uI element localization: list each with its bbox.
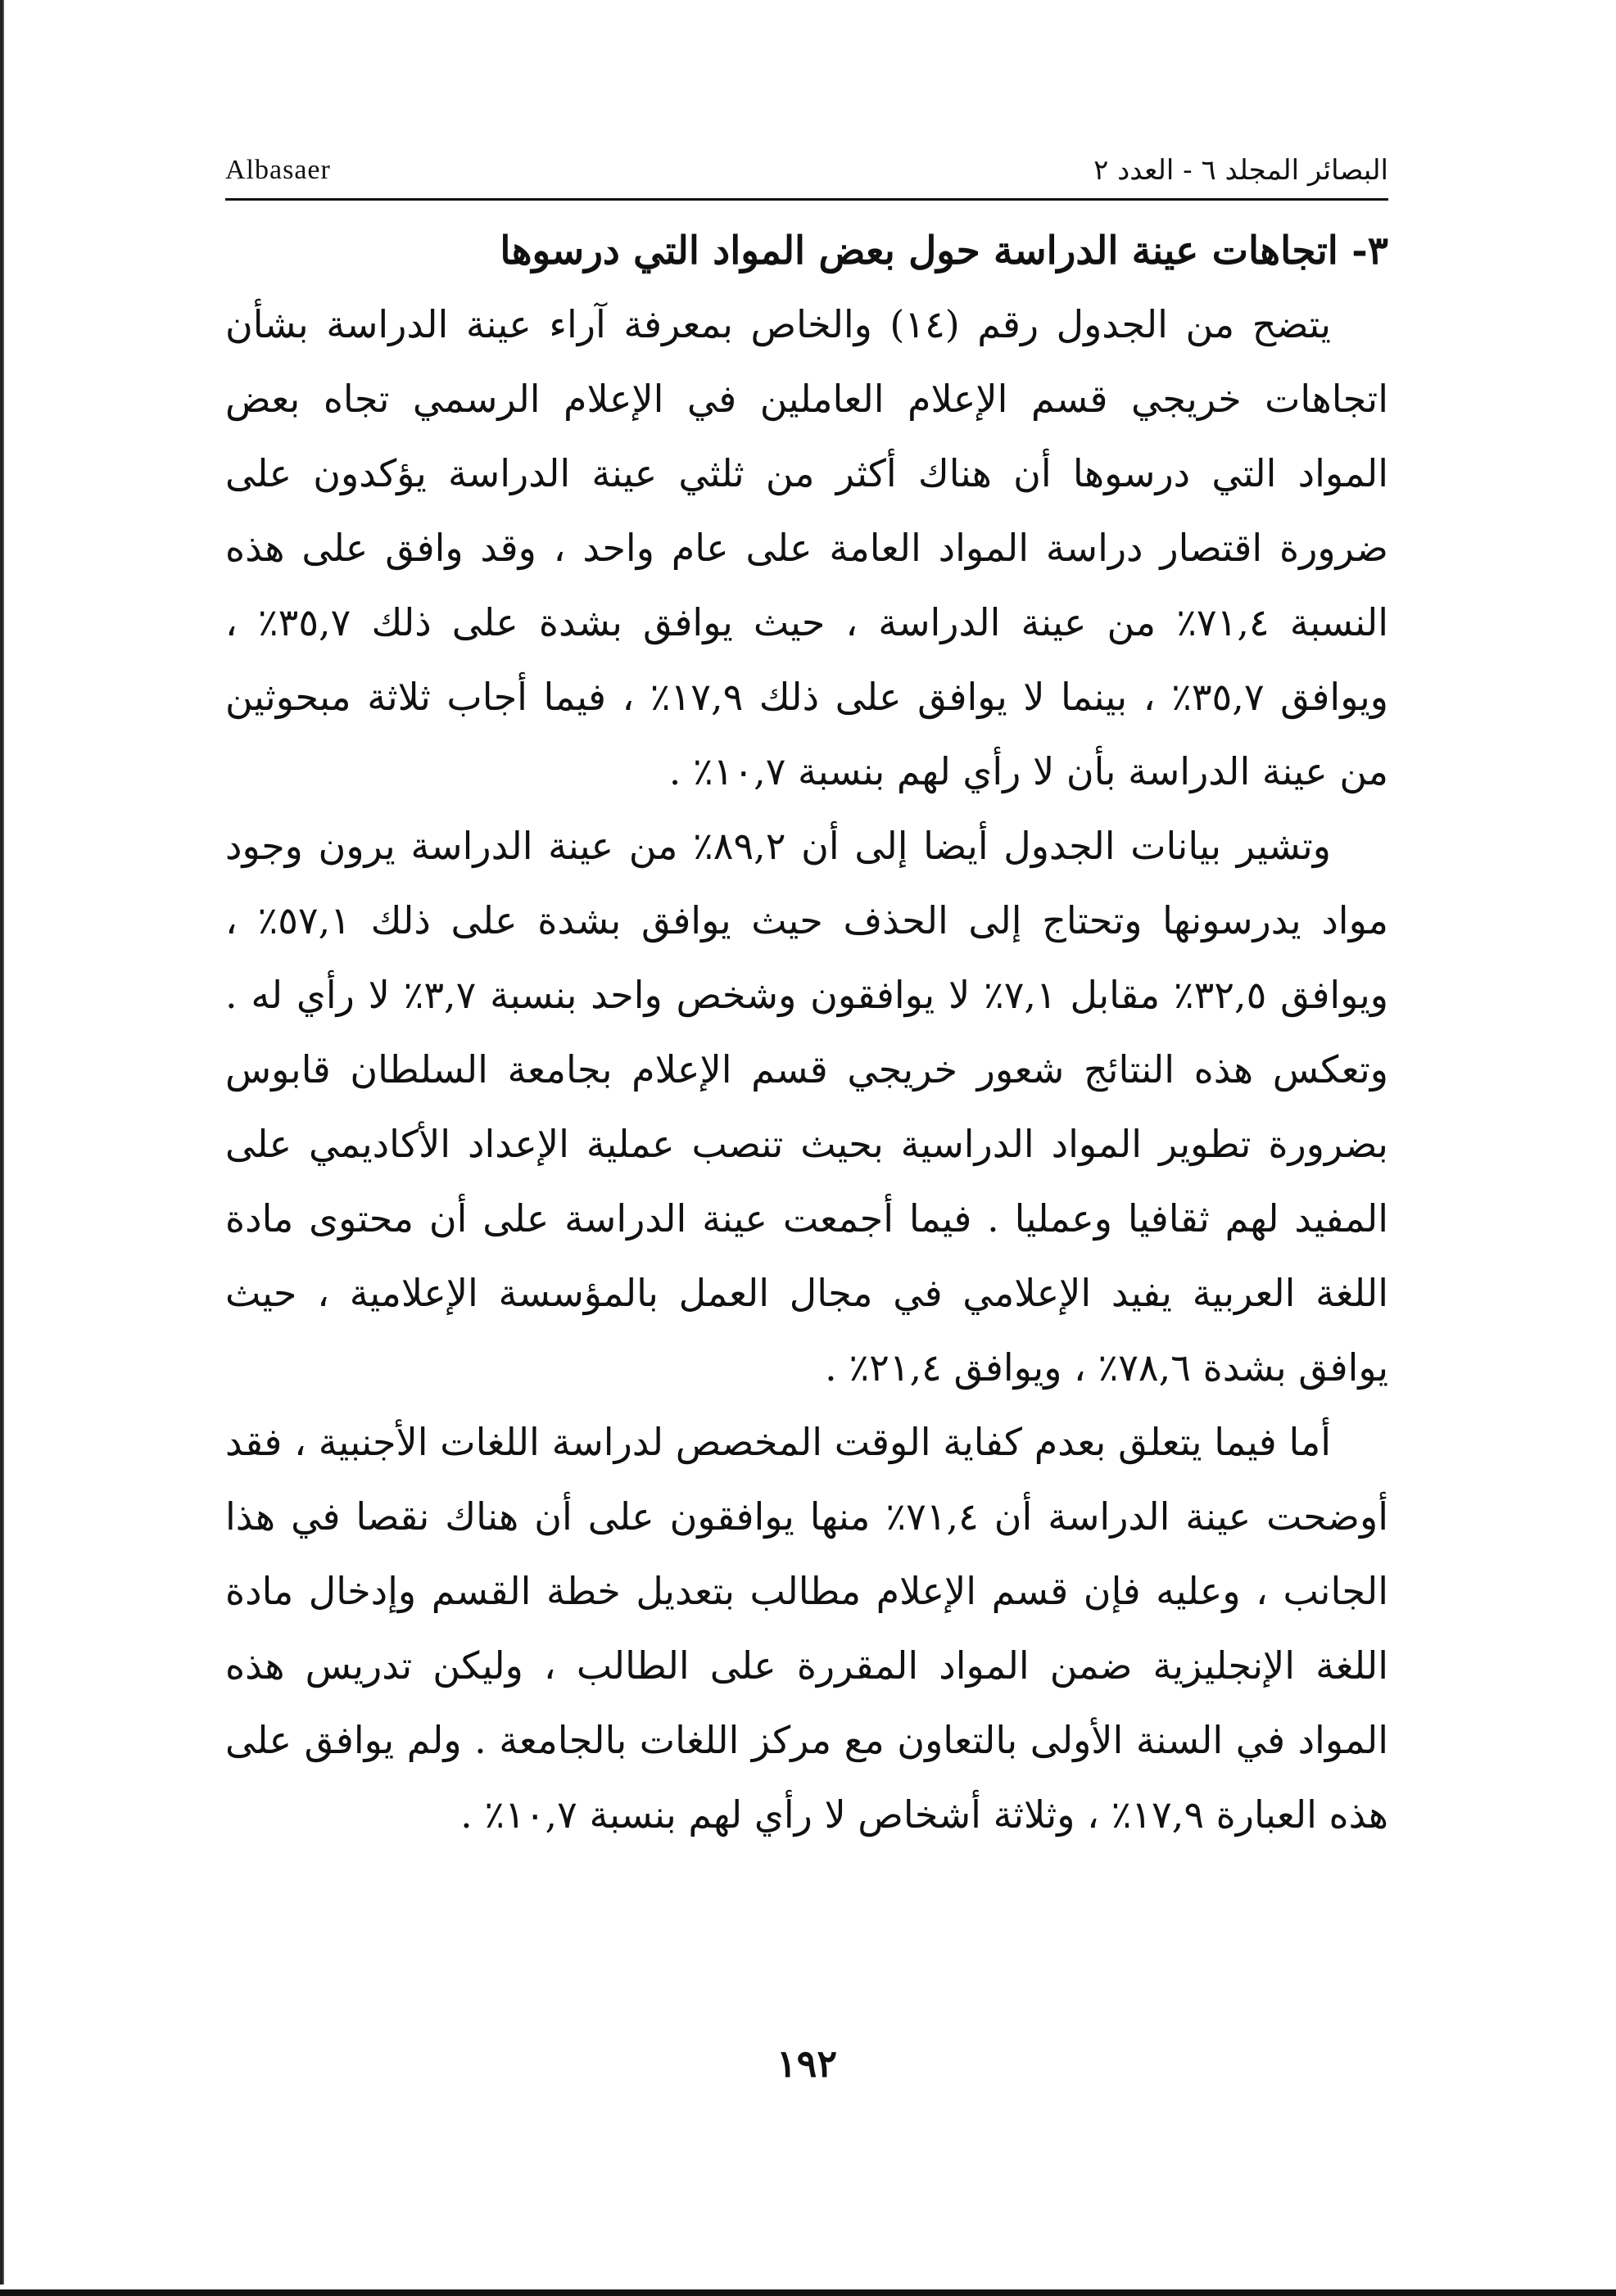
journal-title-english: Albasaer: [225, 155, 331, 185]
page-number: ١٩٢: [776, 2041, 838, 2086]
document-page: [225, 139, 1388, 2252]
journal-title-arabic: البصائر المجلد ٦ - العدد ٢: [1093, 154, 1388, 187]
running-header: [225, 139, 1388, 201]
paragraph-2: وتشير بيانات الجدول أيضا إلى أن ٨٩,٢٪ من عينة الدراسة يرون وجود مواد يدرسونها وتحتاج إلى الحذف حيث يوافق بشدة على ذلك ٥٧,١٪ ، ويوافق ٣٢,٥٪ مقابل ٧,١٪ لا يوافقون وشخص واحد بنسبة ٣,٧٪ لا رأي له . وتعكس هذه النتائج شعور خريجي قسم الإعلام بجامعة السلطان قابوس بضرورة تطوير المواد الدراسية بحيث تنصب عملية الإعداد الأكاديمي على المفيد لهم ثقافيا وعمليا . فيما أجمعت عينة الدراسة على أن محتوى مادة اللغة العربية يفيد الإعلامي في مجال العمل بالمؤسسة الإعلامية ، حيث يوافق بشدة ٧٨,٦٪ ، ويوافق ٢١,٤٪ .: [225, 824, 1388, 1390]
section-title: ٣- اتجاهات عينة الدراسة حول بعض المواد التي درسوها: [500, 228, 1388, 273]
paragraph-3: أما فيما يتعلق بعدم كفاية الوقت المخصص لدراسة اللغات الأجنبية ، فقد أوضحت عينة الدراسة أن ٧١,٤٪ منها يوافقون على أن هناك نقصا في هذا الجانب ، وعليه فإن قسم الإعلام مطالب بتعديل خطة القسم وإدخال مادة اللغة الإنجليزية ضمن المواد المقررة على الطالب ، وليكن تدريس هذه المواد في السنة الأولى بالتعاون مع مركز اللغات بالجامعة . ولم يوافق على هذه العبارة ١٧,٩٪ ، وثلاثة أشخاص لا رأي لهم بنسبة ١٠,٧٪ .: [225, 1420, 1388, 1837]
paragraph-1: يتضح من الجدول رقم (١٤) والخاص بمعرفة آراء عينة الدراسة بشأن اتجاهات خريجي قسم الإعلام العاملين في الإعلام الرسمي تجاه بعض المواد التي درسوها أن هناك أكثر من ثلثي عينة الدراسة يؤكدون على ضرورة اقتصار دراسة المواد العامة على عام واحد ، وقد وافق على هذه النسبة ٧١,٤٪ من عينة الدراسة ، حيث يوافق بشدة على ذلك ٣٥,٧٪ ، ويوافق ٣٥,٧٪ ، بينما لا يوافق على ذلك ١٧,٩٪ ، فيما أجاب ثلاثة مبحوثين من عينة الدراسة بأن لا رأي لهم بنسبة ١٠,٧٪ .: [225, 302, 1388, 793]
scan-left-edge: [0, 0, 4, 2285]
scan-bottom-edge: [0, 2289, 1616, 2296]
